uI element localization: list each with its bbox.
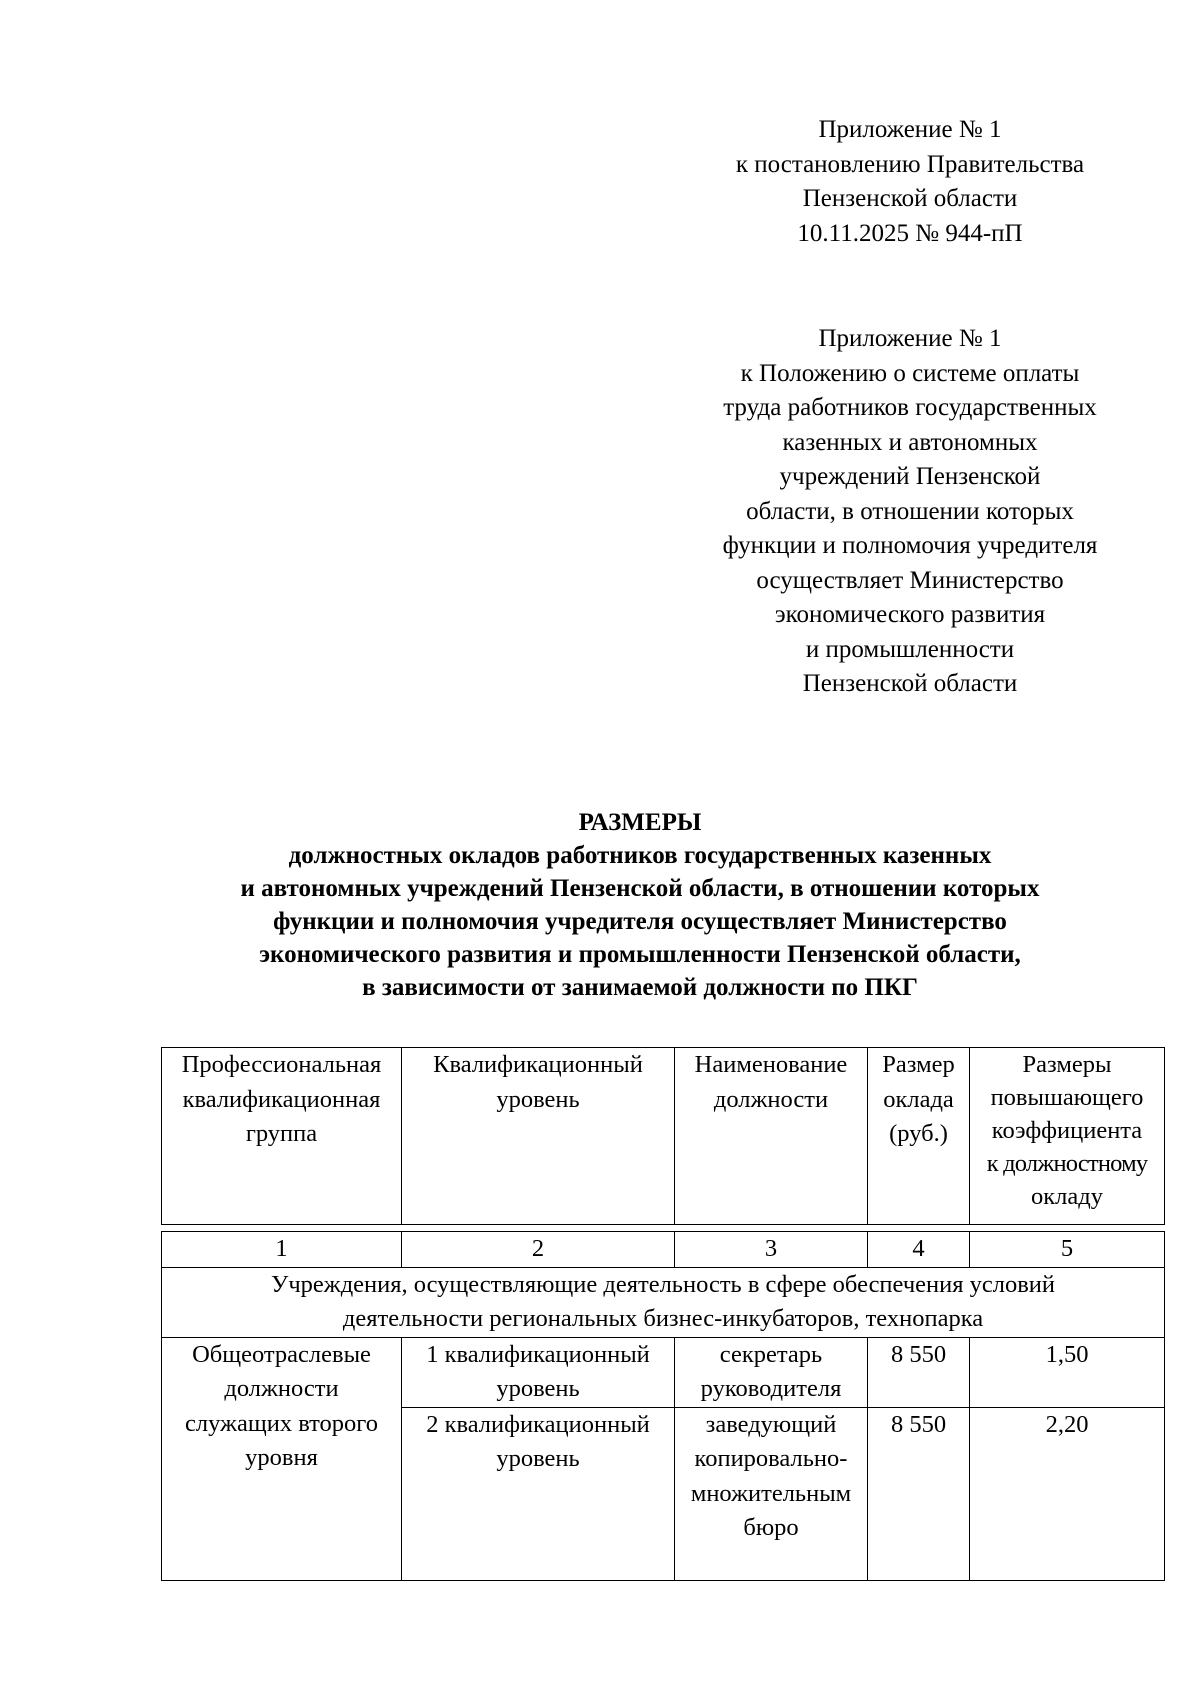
salary-table-body (161, 1231, 1165, 1581)
appendix-line: к Положению о системе оплаты (740, 359, 1080, 387)
header-cell-coefficient: Размеры повышающего коэффициента к должностному окладу (970, 1048, 1165, 1225)
appendix-date-number: 10.11.2025 № 944-пП (797, 219, 1023, 247)
header-cell-level: Квалификационный уровень (402, 1048, 675, 1225)
coefficient-cell: 1,50 (970, 1337, 1165, 1407)
group-cell: Общеотраслевые должности служащих второго уровня (162, 1337, 402, 1580)
section-row (162, 1267, 1165, 1337)
position-cell: секретарь руководителя (675, 1337, 868, 1407)
appendix-line: труда работников государственных (723, 394, 1097, 421)
column-number: 4 (868, 1232, 970, 1268)
salary-cell: 8 550 (868, 1407, 970, 1580)
column-number: 1 (162, 1232, 402, 1268)
column-number: 2 (402, 1232, 675, 1268)
appendix-line: Пензенской области (802, 670, 1018, 697)
coefficient-cell: 2,20 (970, 1407, 1165, 1580)
salary-table-header (161, 1047, 1165, 1225)
title-line: в зависимости от занимаемой должности по ПКГ (362, 974, 918, 1001)
column-number-row (162, 1232, 1165, 1268)
appendix-line: функции и полномочия учредителя (722, 532, 1098, 559)
appendix-line: казенных и автономных (782, 428, 1038, 456)
header-cell-salary: Размер оклада (руб.) (868, 1048, 970, 1225)
table-row (162, 1337, 1165, 1407)
appendix-line: осуществляет Министерство (756, 566, 1064, 594)
title-line: функции и полномочия учредителя осуществляет Министерство (273, 908, 1007, 935)
column-number: 3 (675, 1232, 868, 1268)
document-title (110, 806, 1170, 1004)
title-line: и автономных учреждений Пензенской области, в отношении которых (240, 875, 1040, 902)
appendix-line: и промышленности (805, 635, 1015, 663)
column-number: 5 (970, 1232, 1165, 1268)
header-cell-position: Наименование должности (675, 1048, 868, 1225)
appendix-line: к постановлению Правительства (735, 150, 1085, 178)
title-line: должностных окладов работников государственных казенных (288, 842, 992, 869)
appendix-line: области, в отношении которых (746, 497, 1074, 525)
title-heading: РАЗМЕРЫ (578, 809, 702, 836)
appendix-note-regulation (660, 322, 1160, 702)
header-row (162, 1048, 1165, 1225)
section-title: Учреждения, осуществляющие деятельность в сфере обеспечения условий деятельности региональных бизнес-инкубаторов, технопарка (162, 1267, 1165, 1337)
level-cell: 1 квалификационный уровень (402, 1337, 675, 1407)
appendix-note-resolution (660, 113, 1160, 251)
appendix-line: Пензенской области (802, 185, 1018, 212)
salary-cell: 8 550 (868, 1337, 970, 1407)
appendix-line: экономического развития (774, 601, 1046, 628)
title-line: экономического развития и промышленности Пензенской области, (259, 941, 1021, 968)
level-cell: 2 квалификационный уровень (402, 1407, 675, 1580)
appendix-line: учреждений Пензенской (779, 463, 1041, 490)
position-cell: заведующий копировально- множительным бюро (675, 1407, 868, 1580)
appendix-line: Приложение № 1 (818, 325, 1002, 352)
appendix-line: Приложение № 1 (818, 116, 1002, 143)
header-cell-group: Профессиональная квалификационная группа (162, 1048, 402, 1225)
